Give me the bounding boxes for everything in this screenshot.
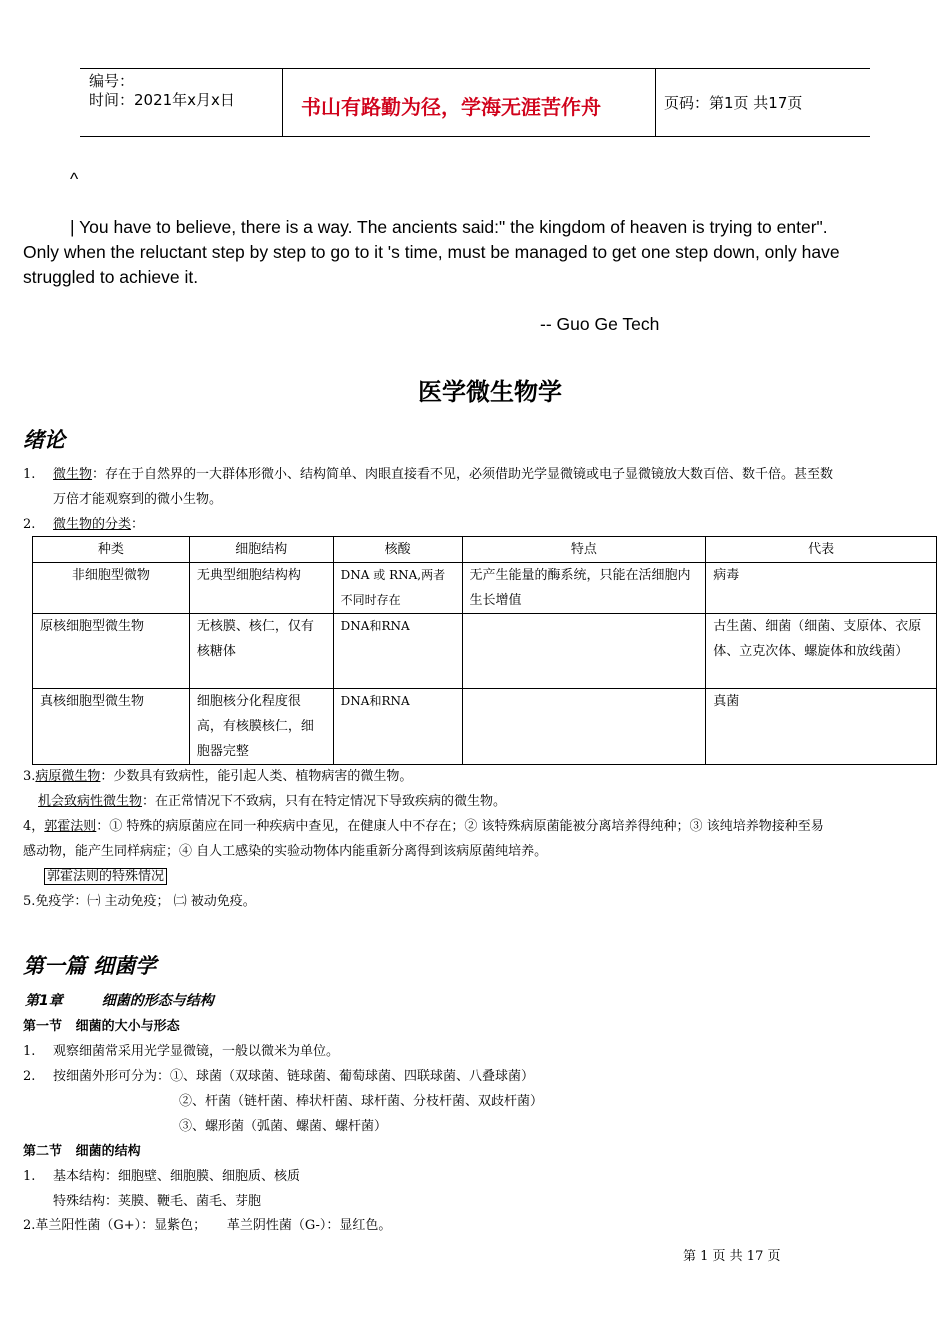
term-definition: ：存在于自然界的一大群体形微小、结构简单、肉眼直接看不见，必须借助光学显微镜或电子显微镜放大数百倍、数千倍。甚至数 <box>92 467 834 482</box>
intro-item-4 <box>23 814 933 839</box>
header-bottom-rule <box>80 136 870 137</box>
table-cell: DNA和RNA <box>333 614 462 689</box>
sec1-item-1 <box>23 1039 339 1064</box>
section-heading-intro: 绪论 <box>23 428 65 452</box>
header-page-label: 页码：第1页 共17页 <box>664 94 803 112</box>
sec1-item-2-b: ②、杆菌（链杆菌、棒状杆菌、球杆菌、分枝杆菌、双歧杆菌） <box>179 1094 544 1109</box>
term-koch-postulates: 郭霍法则 <box>44 819 97 834</box>
intro-item-3 <box>23 764 412 789</box>
table-row <box>33 614 937 689</box>
table-cell: 真核细胞型微生物 <box>33 689 190 765</box>
chapter-heading: 第1章 细菌的形态与结构 <box>25 993 214 1009</box>
table-cell: 无典型细胞结构构 <box>189 563 333 614</box>
table-cell: 原核细胞型微生物 <box>33 614 190 689</box>
colon: ： <box>131 517 145 532</box>
header-time-label: 时间：2021年x月x日 <box>89 91 235 109</box>
intro-item-4-box <box>44 864 167 889</box>
quote-line: Only when the reluctant step by step to go to it 's time, must be managed to get one step down, only have <box>23 242 840 262</box>
list-number: 4， <box>23 819 45 834</box>
header-divider <box>282 68 283 136</box>
table-cell: 非细胞型微物 <box>33 563 190 614</box>
quote-line: | You have to believe, there is a way. The ancients said:" the kingdom of heaven is trying to enter". <box>70 217 828 237</box>
footer-page-number: 第 1 页 共 17 页 <box>683 1249 781 1264</box>
intro-item-2 <box>23 512 144 537</box>
caret-mark: ^ <box>70 169 79 189</box>
sec2-item-1 <box>23 1164 300 1189</box>
list-number: 2. <box>23 517 36 532</box>
classification-table <box>32 536 937 765</box>
quote-author: -- Guo Ge Tech <box>540 314 660 334</box>
term-definition: ：在正常情况下不致病，只有在特定情况下导致疾病的微生物。 <box>142 794 507 809</box>
table-header-cell: 种类 <box>33 537 190 563</box>
intro-item-4-cont: 感动物，能产生同样病症；④ 自人工感染的实验动物体内能重新分离得到该病原菌纯培养。 <box>23 844 548 859</box>
term-microorganism: 微生物 <box>53 467 93 482</box>
document-title: 医学微生物学 <box>418 378 562 406</box>
table-cell: DNA和RNA <box>333 689 462 765</box>
term-definition: ：① 特殊的病原菌应在同一种疾病中查见，在健康人中不存在；② 该特殊病原菌能被分离培养得纯种；③ 该纯培养物接种至易 <box>96 819 824 834</box>
table-cell <box>462 689 706 765</box>
sec2-item-2: 2.革兰阳性菌（G+）：显紫色； 革兰阴性菌（G-）：显红色。 <box>23 1218 392 1233</box>
list-text: 按细菌外形可分为：①、球菌（双球菌、链球菌、葡萄球菌、四联球菌、八叠球菌） <box>53 1069 535 1084</box>
quote-line: struggled to achieve it. <box>23 267 199 287</box>
list-text: 观察细菌常采用光学显微镜，一般以微米为单位。 <box>53 1044 340 1059</box>
term-definition: ：少数具有致病性，能引起人类、植物病害的微生物。 <box>100 769 413 784</box>
table-cell: 细胞核分化程度很高，有核膜核仁，细胞器完整 <box>189 689 333 765</box>
table-cell: 古生菌、细菌（细菌、支原体、衣原体、立克次体、螺旋体和放线菌） <box>706 614 937 689</box>
table-row <box>33 689 937 765</box>
table-cell: 无产生能量的酶系统，只能在活细胞内生长增值 <box>462 563 706 614</box>
intro-item-1 <box>23 462 933 487</box>
list-number: 1. <box>23 1169 36 1184</box>
table-header-cell: 核酸 <box>333 537 462 563</box>
table-cell <box>462 614 706 689</box>
header-divider <box>655 68 656 136</box>
intro-item-1-cont: 万倍才能观察到的微小生物。 <box>53 492 223 507</box>
term-classification: 微生物的分类 <box>53 517 132 532</box>
header-top-rule <box>80 68 870 69</box>
table-cell: 真菌 <box>706 689 937 765</box>
sec2-item-1-b: 特殊结构：荚膜、鞭毛、菌毛、芽胞 <box>53 1194 262 1209</box>
table-header-cell: 细胞结构 <box>189 537 333 563</box>
sec1-item-2-c: ③、螺形菌（弧菌、螺菌、螺杆菌） <box>179 1119 388 1134</box>
table-header-cell: 代表 <box>706 537 937 563</box>
sec1-item-2 <box>23 1064 534 1089</box>
table-header-row <box>33 537 937 563</box>
intro-item-5: 5.免疫学：㈠ 主动免疫； ㈡ 被动免疫。 <box>23 894 256 909</box>
table-cell: 病毒 <box>706 563 937 614</box>
header-motto: 书山有路勤为径，学海无涯苦作舟 <box>301 95 601 119</box>
section-heading: 第一节 细菌的大小与形态 <box>23 1019 180 1034</box>
boxed-note: 郭霍法则的特殊情况 <box>44 868 167 885</box>
list-number: 1. <box>23 1044 36 1059</box>
table-row <box>33 563 937 614</box>
list-number: 3. <box>23 769 36 784</box>
intro-item-3b <box>38 789 506 814</box>
part-heading: 第一篇 细菌学 <box>23 954 157 978</box>
table-cell: 无核膜、核仁，仅有核糖体 <box>189 614 333 689</box>
section-heading: 第二节 细菌的结构 <box>23 1144 141 1159</box>
header-number-label: 编号： <box>89 72 135 90</box>
list-number: 2. <box>23 1069 36 1084</box>
term-opportunistic: 机会致病性微生物 <box>38 794 143 809</box>
list-number: 1. <box>23 467 36 482</box>
table-header-cell: 特点 <box>462 537 706 563</box>
list-text: 基本结构：细胞壁、细胞膜、细胞质、核质 <box>53 1169 301 1184</box>
term-pathogen: 病原微生物 <box>35 769 101 784</box>
table-cell: DNA 或 RNA,两者不同时存在 <box>333 563 462 614</box>
